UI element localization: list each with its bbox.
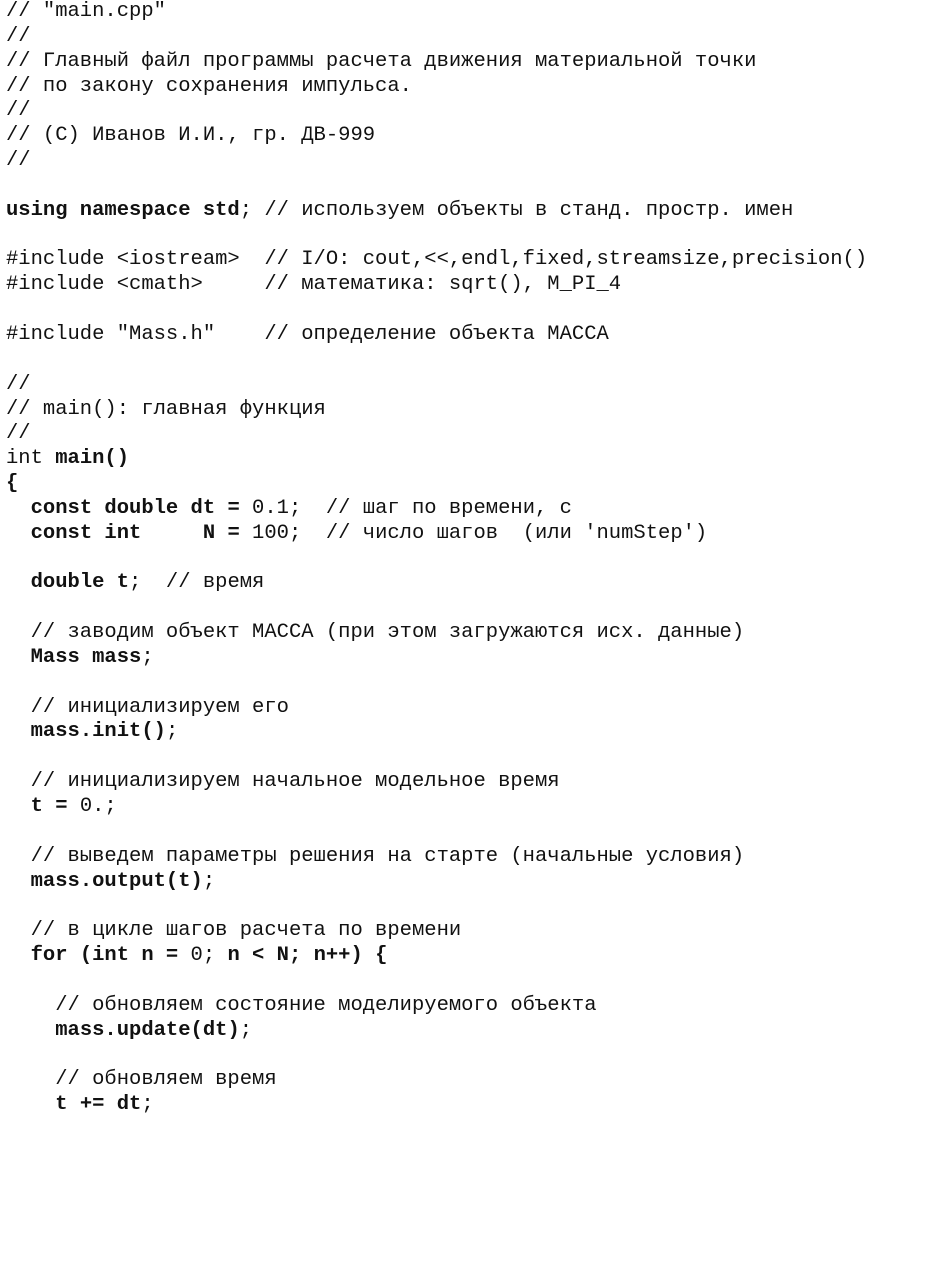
code-text: ; bbox=[202, 869, 216, 893]
code-token-bold: using namespace std bbox=[6, 198, 240, 222]
code-token-bold: mass.update(dt) bbox=[55, 1018, 240, 1042]
code-line bbox=[6, 596, 867, 621]
code-text bbox=[6, 720, 31, 743]
code-line bbox=[6, 323, 867, 348]
code-token-bold: n < N; n++) { bbox=[227, 944, 388, 968]
code-text: int bbox=[6, 447, 56, 471]
code-text: ; bbox=[165, 720, 179, 744]
code-line bbox=[6, 75, 867, 100]
code-text: // bbox=[6, 422, 31, 446]
code-line bbox=[6, 99, 867, 124]
code-line bbox=[6, 944, 867, 969]
code-line bbox=[6, 422, 867, 447]
code-text: // в цикле шагов расчета по времени bbox=[6, 919, 462, 943]
code-token-bold: main() bbox=[55, 447, 130, 471]
code-text: // обновляем состояние моделируемого объекта bbox=[6, 993, 597, 1017]
code-text: ; bbox=[141, 645, 154, 669]
code-token-bold: const double dt = bbox=[30, 496, 240, 520]
code-text: // заводим объект МАССА (при этом загружаются исх. данные) bbox=[6, 621, 745, 645]
code-text: // инициализируем начальное модельное время bbox=[6, 770, 560, 794]
code-line bbox=[6, 50, 867, 75]
code-text bbox=[6, 497, 31, 520]
code-token-bold: for (int n = bbox=[30, 944, 179, 968]
code-text: // по закону сохранения импульса. bbox=[6, 74, 412, 98]
code-text: ; // используем объекты в станд. простр. имен bbox=[239, 198, 794, 222]
code-line bbox=[6, 894, 867, 919]
code-line bbox=[6, 398, 867, 423]
code-text: // bbox=[6, 24, 31, 48]
code-line bbox=[6, 124, 867, 149]
code-text bbox=[6, 1093, 55, 1116]
code-text: 100; // число шагов (или 'numStep') bbox=[239, 521, 708, 545]
code-token-bold: const int N = bbox=[30, 521, 240, 545]
code-token-bold: t += dt bbox=[55, 1093, 142, 1117]
code-line bbox=[6, 273, 867, 298]
code-token-bold: t = bbox=[30, 795, 68, 818]
code-line bbox=[6, 348, 867, 373]
code-line bbox=[6, 248, 867, 273]
code-text: #include <iostream> // I/O: cout,<<,endl,fixed,streamsize,precision() bbox=[6, 248, 868, 272]
code-text: 0; bbox=[178, 944, 228, 968]
code-text: // bbox=[6, 149, 31, 173]
code-text: 0.; bbox=[67, 795, 117, 818]
code-text: #include <cmath> // математика: sqrt(), M_PI_4 bbox=[6, 273, 622, 297]
code-text bbox=[6, 795, 31, 818]
code-line bbox=[6, 547, 867, 572]
code-token-bold: mass.init() bbox=[30, 720, 166, 744]
code-token-bold: { bbox=[6, 472, 19, 496]
code-line bbox=[6, 1068, 867, 1093]
code-text bbox=[6, 571, 31, 594]
code-line bbox=[6, 373, 867, 398]
code-line bbox=[6, 720, 867, 745]
code-text bbox=[6, 646, 31, 669]
code-line bbox=[6, 671, 867, 696]
code-line bbox=[6, 969, 867, 994]
code-token-bold: Mass mass bbox=[30, 645, 142, 669]
code-line bbox=[6, 621, 867, 646]
code-text: ; bbox=[141, 1093, 154, 1117]
code-text: // bbox=[6, 372, 31, 396]
code-line bbox=[6, 298, 867, 323]
code-token-bold: mass.output(t) bbox=[30, 869, 203, 893]
code-line bbox=[6, 745, 867, 770]
code-text: // bbox=[6, 99, 31, 123]
code-line bbox=[6, 1093, 867, 1118]
code-line bbox=[6, 870, 867, 895]
code-line bbox=[6, 199, 867, 224]
code-text bbox=[6, 944, 31, 967]
code-line bbox=[6, 1019, 867, 1044]
code-listing bbox=[6, 0, 867, 1118]
code-text: // Главный файл программы расчета движения материальной точки bbox=[6, 49, 757, 73]
code-text: ; bbox=[239, 1018, 253, 1042]
code-text: // инициализируем его bbox=[6, 695, 289, 719]
code-text bbox=[6, 870, 31, 893]
code-line bbox=[6, 770, 867, 795]
code-text: // выведем параметры решения на старте (начальные условия) bbox=[6, 844, 745, 868]
code-line bbox=[6, 224, 867, 249]
code-line bbox=[6, 696, 867, 721]
code-text: ; // время bbox=[129, 571, 265, 595]
code-line bbox=[6, 919, 867, 944]
code-line bbox=[6, 795, 867, 820]
code-line bbox=[6, 522, 867, 547]
code-text: 0.1; // шаг по времени, с bbox=[239, 496, 572, 520]
code-text: // (C) Иванов И.И., гр. ДВ-999 bbox=[6, 124, 376, 148]
code-line bbox=[6, 994, 867, 1019]
code-line bbox=[6, 472, 867, 497]
code-line bbox=[6, 497, 867, 522]
code-text: #include "Mass.h" // определение объекта МАССА bbox=[6, 322, 609, 346]
code-line bbox=[6, 820, 867, 845]
code-line bbox=[6, 174, 867, 199]
code-text: // main(): главная функция bbox=[6, 397, 326, 421]
code-text: // "main.cpp" bbox=[6, 0, 166, 23]
code-line bbox=[6, 845, 867, 870]
code-text bbox=[6, 1019, 55, 1042]
code-line bbox=[6, 0, 867, 25]
code-line bbox=[6, 571, 867, 596]
code-line bbox=[6, 25, 867, 50]
code-line bbox=[6, 646, 867, 671]
code-text bbox=[6, 522, 31, 545]
code-line bbox=[6, 1043, 867, 1068]
code-line bbox=[6, 149, 867, 174]
code-line bbox=[6, 447, 867, 472]
code-text: // обновляем время bbox=[6, 1068, 277, 1092]
code-token-bold: double t bbox=[30, 571, 130, 595]
